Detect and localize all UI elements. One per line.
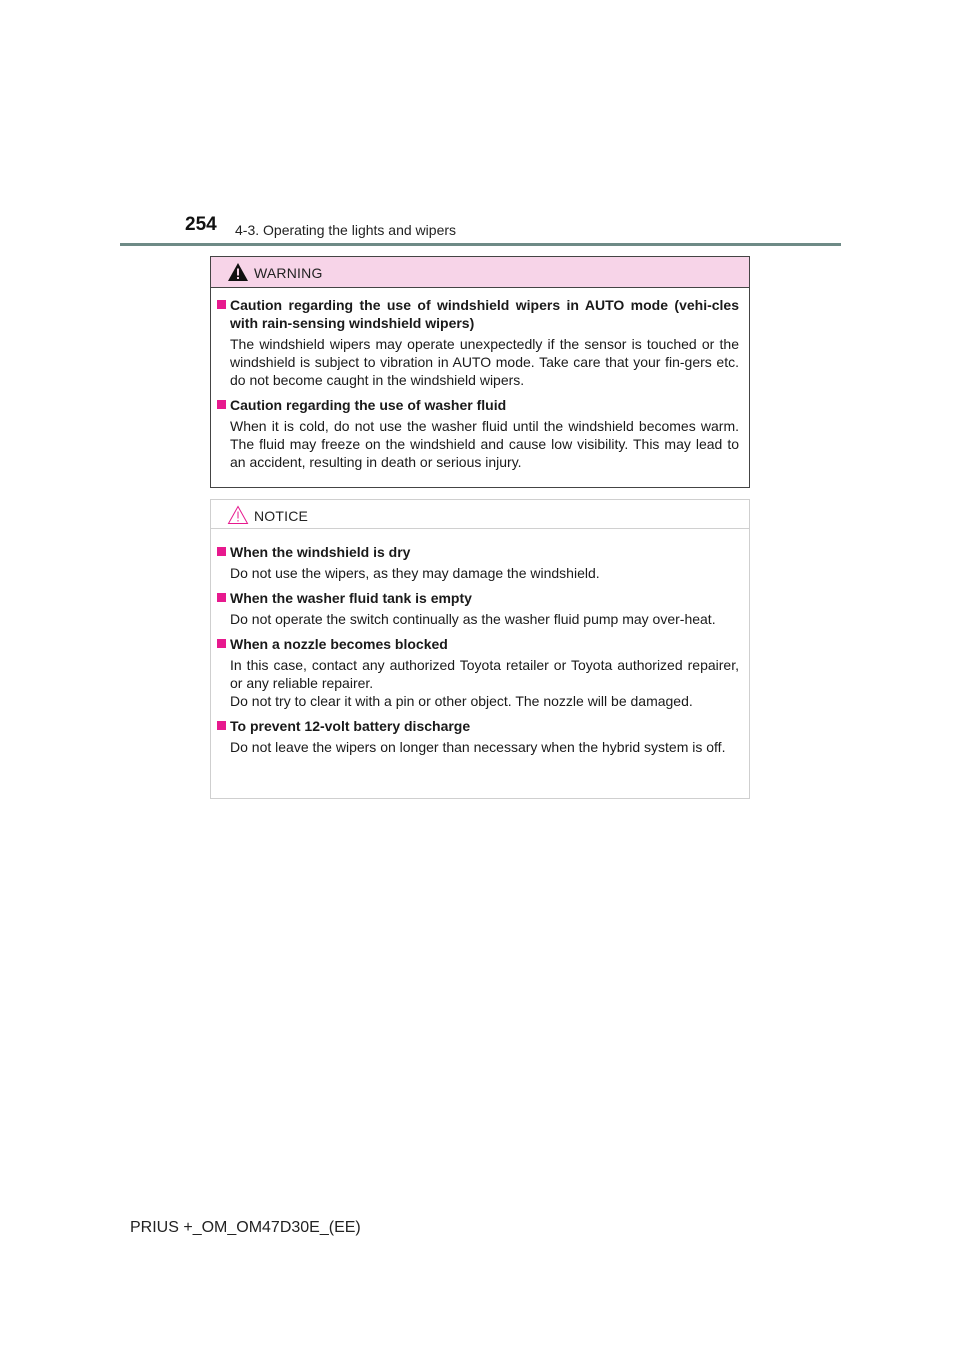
- notice-item: [217, 589, 739, 628]
- bullet-square-icon: [217, 721, 226, 730]
- bullet-square-icon: [217, 547, 226, 556]
- notice-item: [217, 635, 739, 710]
- header-rule: [120, 243, 841, 246]
- notice-item-text: Do not leave the wipers on longer than necessary when the hybrid system is off.: [230, 739, 726, 755]
- warning-item: [217, 396, 739, 471]
- notice-item-title: When a nozzle becomes blocked: [230, 636, 448, 652]
- notice-header: [211, 500, 749, 529]
- bullet-square-icon: [217, 300, 226, 309]
- notice-item-text: In this case, contact any authorized Toyota retailer or Toyota authorized repairer, or any reliable repairer. Do not try to clear it with a pin or other object. The nozzle will be damaged.: [230, 657, 739, 709]
- notice-body: [211, 529, 749, 756]
- warning-item-text: The windshield wipers may operate unexpectedly if the sensor is touched or the windshield is subject to vibration in AUTO mode. Take care that your fin-gers etc. do not become caught in the windshield wipers.: [230, 336, 739, 388]
- warning-body: [211, 288, 749, 471]
- footer-doc-id: PRIUS +_OM_OM47D30E_(EE): [130, 1219, 361, 1236]
- page-header: [185, 214, 845, 244]
- page-number: 254: [185, 214, 217, 235]
- notice-item: [217, 717, 739, 756]
- warning-item-title: Caution regarding the use of washer fluid: [230, 397, 507, 413]
- warning-box: [210, 256, 750, 488]
- warning-label: WARNING: [254, 265, 323, 281]
- warning-item-title: Caution regarding the use of windshield wipers in AUTO mode (vehi-cles with rain-sensing windshield wipers): [230, 297, 739, 331]
- notice-item-title: To prevent 12-volt battery discharge: [230, 718, 471, 734]
- warning-item-text: When it is cold, do not use the washer fluid until the windshield becomes warm. The fluid may freeze on the windshield and cause low visibility. This may lead to an accident, resulting in death or serious injury.: [230, 418, 739, 470]
- notice-item-title: When the windshield is dry: [230, 544, 411, 560]
- bullet-square-icon: [217, 593, 226, 602]
- notice-label: NOTICE: [254, 508, 309, 524]
- warning-triangle-icon: [227, 262, 249, 282]
- warning-header: [211, 257, 749, 288]
- bullet-square-icon: [217, 400, 226, 409]
- notice-item-title: When the washer fluid tank is empty: [230, 590, 472, 606]
- notice-item-text: Do not operate the switch continually as the washer fluid pump may over-heat.: [230, 611, 716, 627]
- warning-item: [217, 296, 739, 389]
- section-title: 4-3. Operating the lights and wipers: [235, 222, 457, 238]
- bullet-square-icon: [217, 639, 226, 648]
- caution-triangle-icon: [227, 505, 249, 525]
- notice-item: [217, 543, 739, 582]
- notice-box: [210, 499, 750, 799]
- notice-item-text: Do not use the wipers, as they may damage the windshield.: [230, 565, 600, 581]
